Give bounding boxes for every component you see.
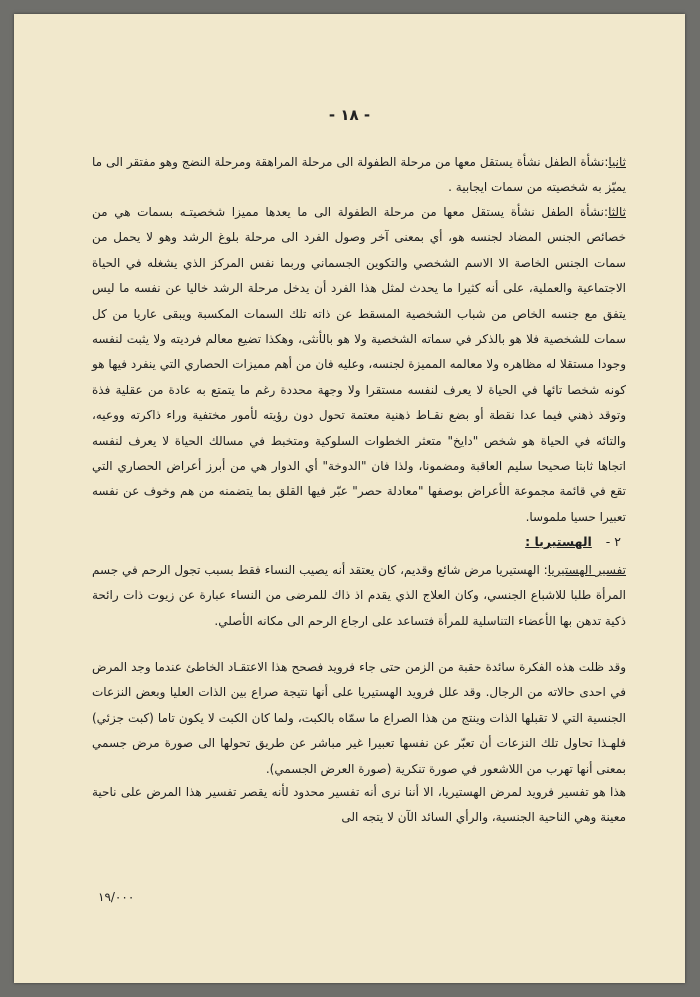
paragraph-third-point [92,200,626,530]
paragraph-lead-third: ثالثا [608,205,626,219]
document-page [14,14,685,983]
paragraph-lead-second: ثانيا [608,155,626,169]
paragraph-freud-correction: وقد ظلت هذه الفكرة سائدة حقبة من الزمن حتى جاء فرويد فصحح هذا الاعتقـاد الخاطئ عندما وجد المرض في احدى حالاته من الرجال. وقد علل فرويد الهستيريا على أنها نتيجة صراع بين الذات العليا وبعض النزعات الجنسية التي لا تقبلها الذات وينتج من هذا الصراع ما سمّاه بالكبت، ولما كان الكبت لا يكون تاما (كبت جزئي) فلهـذا تحاول تلك النزعات أن تعبّر عن نفسها تعبيرا غير مباشر عن طريق تحولها الى صورة مرض جسمي بمعنى أنها تهرب من اللاشعور في صورة تنكرية (صورة العرض الجسمي). [92,660,626,776]
paragraph-text: :نشأة الطفل نشأة يستقل معها من مرحلة الطفولة الى ما يعدها مميزا شخصيتـه بسمات هي من خصائص الجنس المضاد لجنسه هو، أي بمعنى آخر وصول الفرد الى مرحلة بلوغ الرشد وهو لا يحمل من سمات الجنس الخاصة الا الاسم الشخصي والتكوين الجسماني وربما نفس المركز الذي يشغله في الحياة الاجتماعية والعملية، على أنه كثيرا ما يحدث لمثل هذا الفرد أن يدخل مرحلة الرشد خاليا عن نفسه ما ليس يتفق مع جنسه الخاص من شباب الشخصية المسقط عن ذاته تلك السمات المكسبة ويبقى عاريا من كل سمات للشخصية فلا هو بالذكر في سماته الشخصية ولا هو بالأنثى، وهكذا تضيع معالم فرديته ولا يثبت لنفسه وجودا مستقلا له مظاهره ولا معالمه المميزة لجنسه، وعليه فان من أهم مميزات الحصاري التي ينفرد فيها هو كونه شخصا تائها في الحياة لا يعرف لنفسه مستقرا ولا وجهة محددة رغم ما يتمتع به عادة من عقلية فذة وتوقد ذهني فيما عدا نقطة أو بضع نقـاط ذهنية معتمة تحول دون رؤيته لأمور مختفية وراء ذاكرته ووعيه، والتائه في الحياة هو شخص "دايخ" متعثر الخطوات السلوكية ومتخبط في مسالك الحياة لا يعرف لنفسه اتجاها ثابتا صحيحا سليم العاقبة ومضمونا، ولذا فان "الدوخة" أي الدوار هي من أبرز أعراض الحصاري التي تقع في قائمة مجموعة الأعراض بوصفها "معادلة حصر" عبّر فيها القلق بما يتضمنه من هم وخوف عن نفسه تعبيرا حسيا ملموسا. [92,205,626,524]
section-heading-hysteria [525,534,621,549]
paragraph-hysteria-explanation [92,558,626,634]
paragraph-text: : الهستيريا مرض شائع وقديم، كان يعتقد أنه يصيب النساء فقط بسبب تجول الرحم في جسم المرأة طلبا للاشباع الجنسي، وكان العلاج الذي يقدم اذ ذاك للمرضى من النساء عبارة عن زيوت ذات رائحة ذكية تدهن بها الأعضاء التناسلية للمرأة فتساعد على ارجاع الرحم الى مكانه الأصلي. [92,563,626,628]
paragraph-freud-critique: هذا هو تفسير فرويد لمرض الهستيريا، الا أننا نرى أنه تفسير محدود لأنه يقصر تفسير هذا المرض على ناحية معينة وهي الناحية الجنسية، والرأي السائد الآن لا يتجه الى [92,785,626,825]
section-number: ٢ - [605,534,621,549]
section-title: الهستيريا : [525,534,592,549]
paragraph-second-point [92,150,626,201]
paragraph-lead-hysteria: تفسير الهستيريا [547,563,626,577]
page-number: - ١٨ - [328,106,371,124]
footer-code: ١٩/٠٠٠ [98,890,135,904]
paragraph-text: :نشأة الطفل نشأة يستقل معها من مرحلة الطفولة الى مرحلة المراهقة ومرحلة النضج وهو مفتقر الى ما يميّز به شخصيته من سمات ايجابية . [92,155,626,195]
